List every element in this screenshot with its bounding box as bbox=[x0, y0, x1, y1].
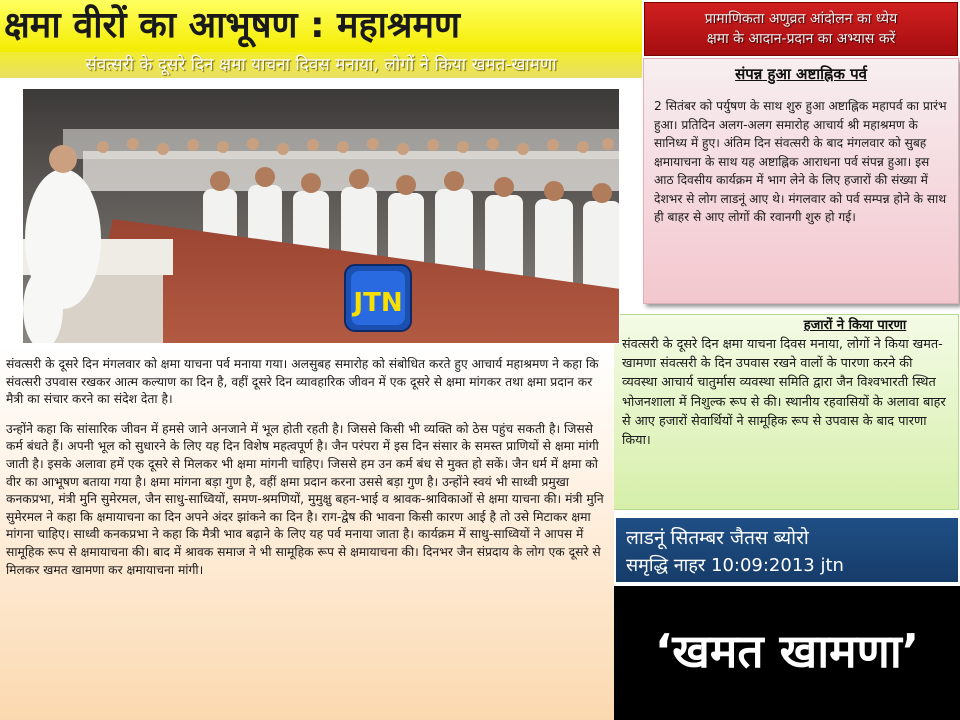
article-paragraph-1: संवत्सरी के दूसरे दिन मंगलवार को क्षमा याचना पर्व मनाया गया। अलसुबह समारोह को संबोधित करते हुए आचार्य महाश्रमण ने कहा कि संवत्सरी उपवास रखकर आत्म कल्याण का दिन है, वहीं दूसरे दिन व्यावहारिक जीवन में एक दूसरे से क्षमा मांगकर तथा क्षमा प्रदान कर मैत्री का संचार करने का संदेश देता है। bbox=[6, 357, 599, 407]
article-body bbox=[0, 344, 614, 720]
khamat-khamana-image bbox=[614, 586, 960, 720]
khamat-khamana-text: ‘खमत खामणा’ bbox=[654, 624, 920, 678]
slogan-line-1: प्रामाणिकता अणुव्रत आंदोलन का ध्येय bbox=[704, 11, 898, 27]
headline-subtitle: संवत्सरी के दूसरे दिन क्षमा याचना दिवस मनाया, लोगों ने किया खमत-खामणा bbox=[85, 55, 557, 75]
slogan-box bbox=[644, 2, 958, 56]
credit-line-1: लाडनूं सितम्बर जैतस ब्योरो bbox=[626, 527, 809, 549]
credit-line-2: समृद्धि नाहर 10:09:2013 jtn bbox=[626, 555, 844, 576]
jtn-logo-text: JTN bbox=[353, 288, 403, 318]
event-box bbox=[643, 58, 959, 304]
parana-box bbox=[613, 314, 959, 510]
article-paragraph-2: उन्होंने कहा कि सांसारिक जीवन में हमसे जाने अनजाने में भूल होती रहती है। जिससे किसी भी व्यक्ति को ठेस पहुंच सकती है। जिससे कर्म बंधते हैं। अपनी भूल को सुधारने के लिए यह दिन विशेष महत्वपूर्ण है। जैन परंपरा में इस दिन संसार के समस्त प्राणियों से क्षमा मांगी जाती है। इसके अलावा हमें एक दूसरे से मिलकर भी क्षमा मांगनी चाहिए। जिससे हम उन कर्म बंध से मुक्त हो सकें। जैन धर्म में क्षमा को वीर का आभूषण बताया गया है। क्षमा मांगना बड़ा गुण है, वहीं क्षमा प्रदान करना उससे बड़ा गुण है। उन्होंने स्वयं भी साध्वी प्रमुखा कनकप्रभा, मंत्री मुनि सुमेरमल, जैन साधु-साध्वियों, समण-श्रमणियों, मुमुक्षु बहन-भाई व श्रावक-श्राविकाओं से क्षमा याचना की। मंत्री मुनि सुमेरमल ने कहा कि क्षमायाचना का दिन अपने अंदर झांकने का दिन है। राग-द्वेष की भावना किसी कारण आई है तो उसे मिटाकर क्षमा मांगना चाहिए। साध्वी कनकप्रभा ने कहा कि मैत्री भाव बढ़ाने के लिए यह पर्व मनाया जाता है। कार्यक्रम में साधु-साध्वियों ने आपस में सामूहिक रूप से क्षमायाचना की। बाद में श्रावक समाज ने भी सामूहिक रूप से क्षमायाचना की। दिनभर जैन संप्रदाय के लोग एक दूसरे से मिलकर खमत खामणा कर क्षमायाचना मांगी। bbox=[6, 421, 604, 577]
slogan-line-2: क्षमा के आदान-प्रदान का अभ्यास करें bbox=[706, 31, 896, 47]
credit-box bbox=[614, 516, 960, 584]
photo-illustration bbox=[23, 89, 620, 344]
event-text: 2 सितंबर को पर्युषण के साथ शुरु हुआ अष्टाह्निक महापर्व का प्रारंभ हुआ। प्रतिदिन अलग-अलग समारोह आचार्य श्री महाश्रमण के सानिध्य में हुए। अंतिम दिन संवत्सरी के बाद मंगलवार को सुबह क्षमायाचना के साथ यह अष्टाह्निक आराधना पर्व संपन्न हुआ। इस आठ दिवसीय कार्यक्रम में भाग लेने के लिए हजारों की संख्या में देशभर से लोग लाडनूं आए थे। मंगलवार को पर्व सम्पन्न होने के साथ ही बाहर से आए लोगों की रवानगी शुरु हो गई। bbox=[654, 99, 947, 224]
headline-title: क्षमा वीरों का आभूषण : महाश्रमण bbox=[4, 5, 461, 46]
parana-title: हजारों ने किया पारणा bbox=[803, 318, 907, 333]
parana-text: संवत्सरी के दूसरे दिन क्षमा याचना दिवस मनाया, लोगों ने किया खमत-खामणा संवत्सरी के दिन उपवास रखने वालों के पारणा करने की व्यवस्था आचार्य चातुर्मास व्यवस्था समिति द्वारा जैन विश्वभारती स्थित भोजनशाला में निशुल्क रूप से की। स्थानीय रहवासियों के अलावा बाहर से आए हजारों सेवार्थियों ने सामूहिक रूप से उपवास के बाद पारणा किया। bbox=[622, 337, 946, 449]
event-title: संपन्न हुआ अष्टाह्निक पर्व bbox=[735, 65, 867, 83]
event-photo bbox=[22, 88, 620, 344]
khamat-image-top-fragment bbox=[614, 586, 960, 610]
